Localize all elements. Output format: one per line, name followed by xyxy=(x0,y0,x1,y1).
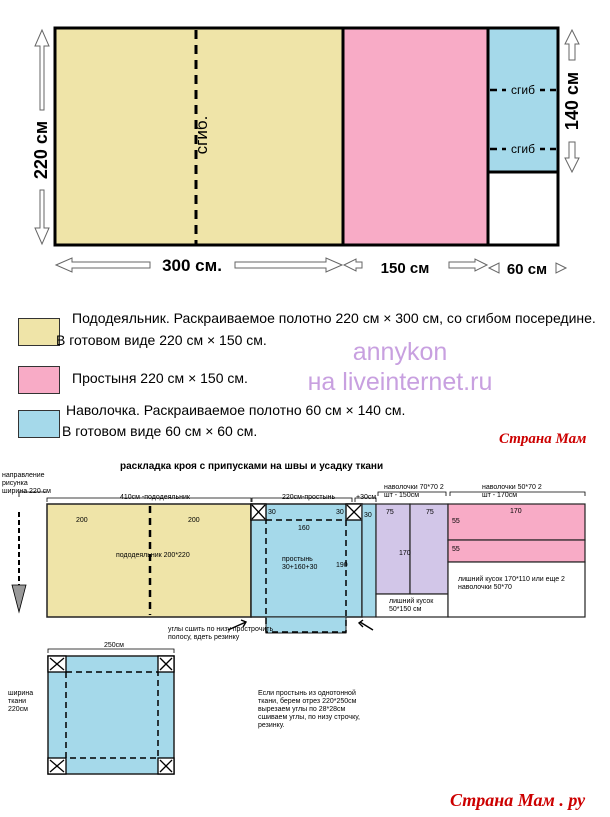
square-sheet xyxy=(48,656,174,774)
width-300-label: 300 см. xyxy=(162,256,222,275)
pillow70-header: наволочки 70*70 2 шт - 150см xyxy=(384,484,444,499)
height-220-label: 220 см xyxy=(31,120,51,180)
layout-extra-strip xyxy=(362,504,376,617)
sheet-30-left: 30 xyxy=(268,509,276,516)
direction-label: направление рисунка ширина 220 см xyxy=(2,472,51,495)
pillow50-header: наволочки 50*70 2 шт - 170см xyxy=(482,484,542,499)
layout-pillow70-a xyxy=(376,504,410,594)
p70-75b: 75 xyxy=(426,509,434,516)
brand-mid: Страна Мам xyxy=(499,431,587,447)
plus30-label: +30см xyxy=(356,494,377,501)
strip-30: 30 xyxy=(364,512,372,519)
fabric-width-label: ширина ткани 220см xyxy=(8,690,34,713)
duvet-200-left: 200 xyxy=(76,517,88,524)
p70-170: 170 xyxy=(399,550,411,557)
legend-swatch-duvet xyxy=(18,318,60,346)
empty-panel xyxy=(488,172,558,245)
duvet-fold-label: сгиб. xyxy=(192,115,211,155)
sheet-label: простынь 30+160+30 xyxy=(282,556,318,571)
legend-swatch-sheet xyxy=(18,366,60,394)
plain-sheet-note: Если простынь из однотонной ткани, берем отрез 220*250см вырезаем углы по 28*28см сшиваем углы, по низу строчку, резинку. xyxy=(258,690,360,729)
corners-note: углы сшить по низу прострочить полосу, вдеть резинку xyxy=(168,626,274,641)
legend-swatch-pillow xyxy=(18,410,60,438)
square-250-label: 250см xyxy=(104,642,124,649)
width-dimensions xyxy=(56,258,566,273)
duvet-label: пододеяльник 200*220 xyxy=(116,552,190,559)
legend-pillow-line1: Наволочка. Раскраиваемое полотно 60 см × 140 см. xyxy=(66,402,406,418)
extra-piece1: лишний кусок 50*150 см xyxy=(389,598,434,613)
legend-sheet-line: Простыня 220 см × 150 см. xyxy=(72,370,248,386)
width-60-label: 60 см xyxy=(506,261,548,278)
width-150-label: 150 см xyxy=(380,260,430,277)
layout-title: раскладка кроя с припусками на швы и усадку ткани xyxy=(120,461,384,472)
layout-pillow70-b xyxy=(410,504,448,594)
watermark-line2: на liveinternet.ru xyxy=(307,368,493,396)
p50-170: 170 xyxy=(510,508,522,515)
sheet-190: 190 xyxy=(336,562,348,569)
sheet-panel xyxy=(343,28,488,245)
pillow-fold-label-1: сгиб xyxy=(511,83,535,97)
legend-pillow-line2: В готовом виде 60 см × 60 см. xyxy=(62,423,258,439)
legend-duvet-line1: Пододеяльник. Раскраиваемое полотно 220 см × 300 см, со сгибом посередине. xyxy=(72,310,596,326)
duvet-header-label: 410см -пододеяльник xyxy=(120,494,190,501)
legend-duvet-line2: В готовом виде 220 см × 150 см. xyxy=(56,332,267,348)
sheet-160: 160 xyxy=(298,525,310,532)
extra-piece2: лишний кусок 170*110 или еще 2 наволочки 50*70 xyxy=(458,576,565,591)
p70-75a: 75 xyxy=(386,509,394,516)
pillow-fold-label-2: сгиб xyxy=(511,142,535,156)
p50-55b: 55 xyxy=(452,546,460,553)
direction-arrow xyxy=(12,512,26,612)
height-140-label: 140 см xyxy=(562,71,582,131)
sheet-header-label: 220см-простынь xyxy=(282,494,336,501)
layout-pillow50-b xyxy=(448,540,585,562)
brand-bottom: Страна Мам . ру xyxy=(450,790,586,810)
sheet-30-right: 30 xyxy=(336,509,344,516)
duvet-200-right: 200 xyxy=(188,517,200,524)
watermark-line1: annykon xyxy=(352,338,448,366)
p50-55a: 55 xyxy=(452,518,460,525)
